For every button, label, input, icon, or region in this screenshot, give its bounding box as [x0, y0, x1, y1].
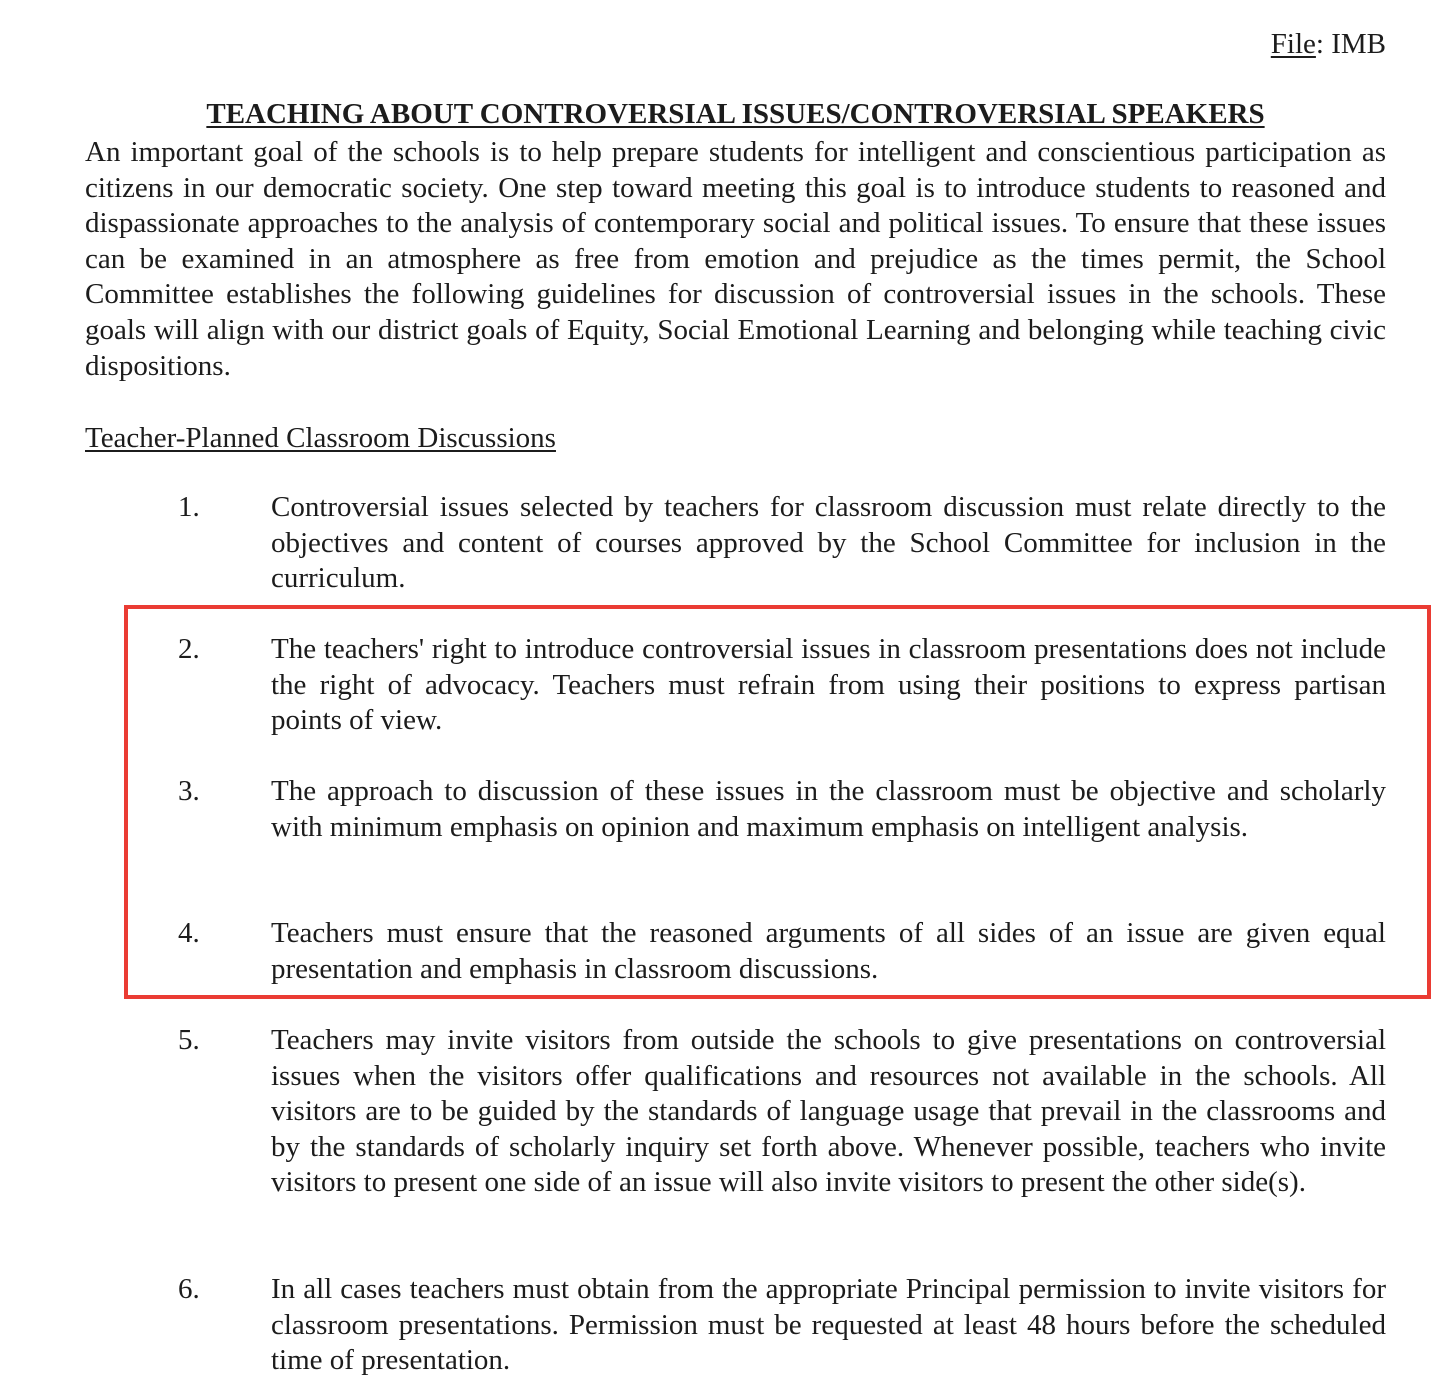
list-item-number: 5. — [178, 1024, 200, 1056]
file-reference-value: : IMB — [1315, 28, 1386, 60]
file-reference — [1271, 26, 1386, 62]
list-item-number: 3. — [178, 775, 200, 807]
highlight-box — [124, 605, 1431, 999]
list-item-5 — [178, 1023, 1386, 1201]
list-item-text: Teachers may invite visitors from outside the schools to give presentations on controversial issues when the visitors offer qualifications and resources not available in the schools. All visitors are to be guided by the standards of language usage that prevail in the classrooms and by the standards of scholarly inquiry set forth above. Whenever possible, teachers who invite visitors to present one side of an issue will also invite visitors to present the other side(s). — [271, 1024, 1386, 1199]
intro-paragraph: An important goal of the schools is to help prepare students for intelligent and conscientious participation as citizens in our democratic society. One step toward meeting this goal is to introduce students to reasoned and dispassionate approaches to the analysis of contemporary social and political issues. To ensure that these issues can be examined in an atmosphere as free from emotion and prejudice as the times permit, the School Committee establishes the following guidelines for discussion of controversial issues in the schools. These goals will align with our district goals of Equity, Social Emotional Learning and belonging while teaching civic dispositions. — [85, 136, 1386, 382]
list-item-number: 1. — [178, 491, 200, 523]
file-reference-label: File — [1270, 28, 1316, 60]
list-item-number: 2. — [178, 633, 200, 665]
list-item-number: 4. — [178, 917, 200, 949]
section-heading: Teacher-Planned Classroom Discussions — [85, 422, 556, 454]
list-item-text: Teachers must ensure that the reasoned arguments of all sides of an issue are given equal presentation and emphasis in classroom discussions. — [271, 917, 1386, 985]
list-item-6 — [178, 1272, 1386, 1379]
list-item-text: The teachers' right to introduce controversial issues in classroom presentations does not include the right of advocacy. Teachers must refrain from using their positions to express partisan points of view. — [271, 633, 1386, 737]
list-item-text: In all cases teachers must obtain from the appropriate Principal permission to invite visitors for classroom presentations. Permission must be requested at least 48 hours before the scheduled time of presentation. — [271, 1273, 1386, 1377]
list-item-text: The approach to discussion of these issues in the classroom must be objective and scholarly with minimum emphasis on opinion and maximum emphasis on intelligent analysis. — [271, 775, 1386, 843]
list-item-number: 6. — [178, 1273, 200, 1305]
document-title: TEACHING ABOUT CONTROVERSIAL ISSUES/CONTROVERSIAL SPEAKERS — [206, 98, 1265, 130]
list-item-1 — [178, 490, 1386, 597]
list-item-text: Controversial issues selected by teachers for classroom discussion must relate directly to the objectives and content of courses approved by the School Committee for inclusion in the curriculum. — [271, 491, 1386, 595]
